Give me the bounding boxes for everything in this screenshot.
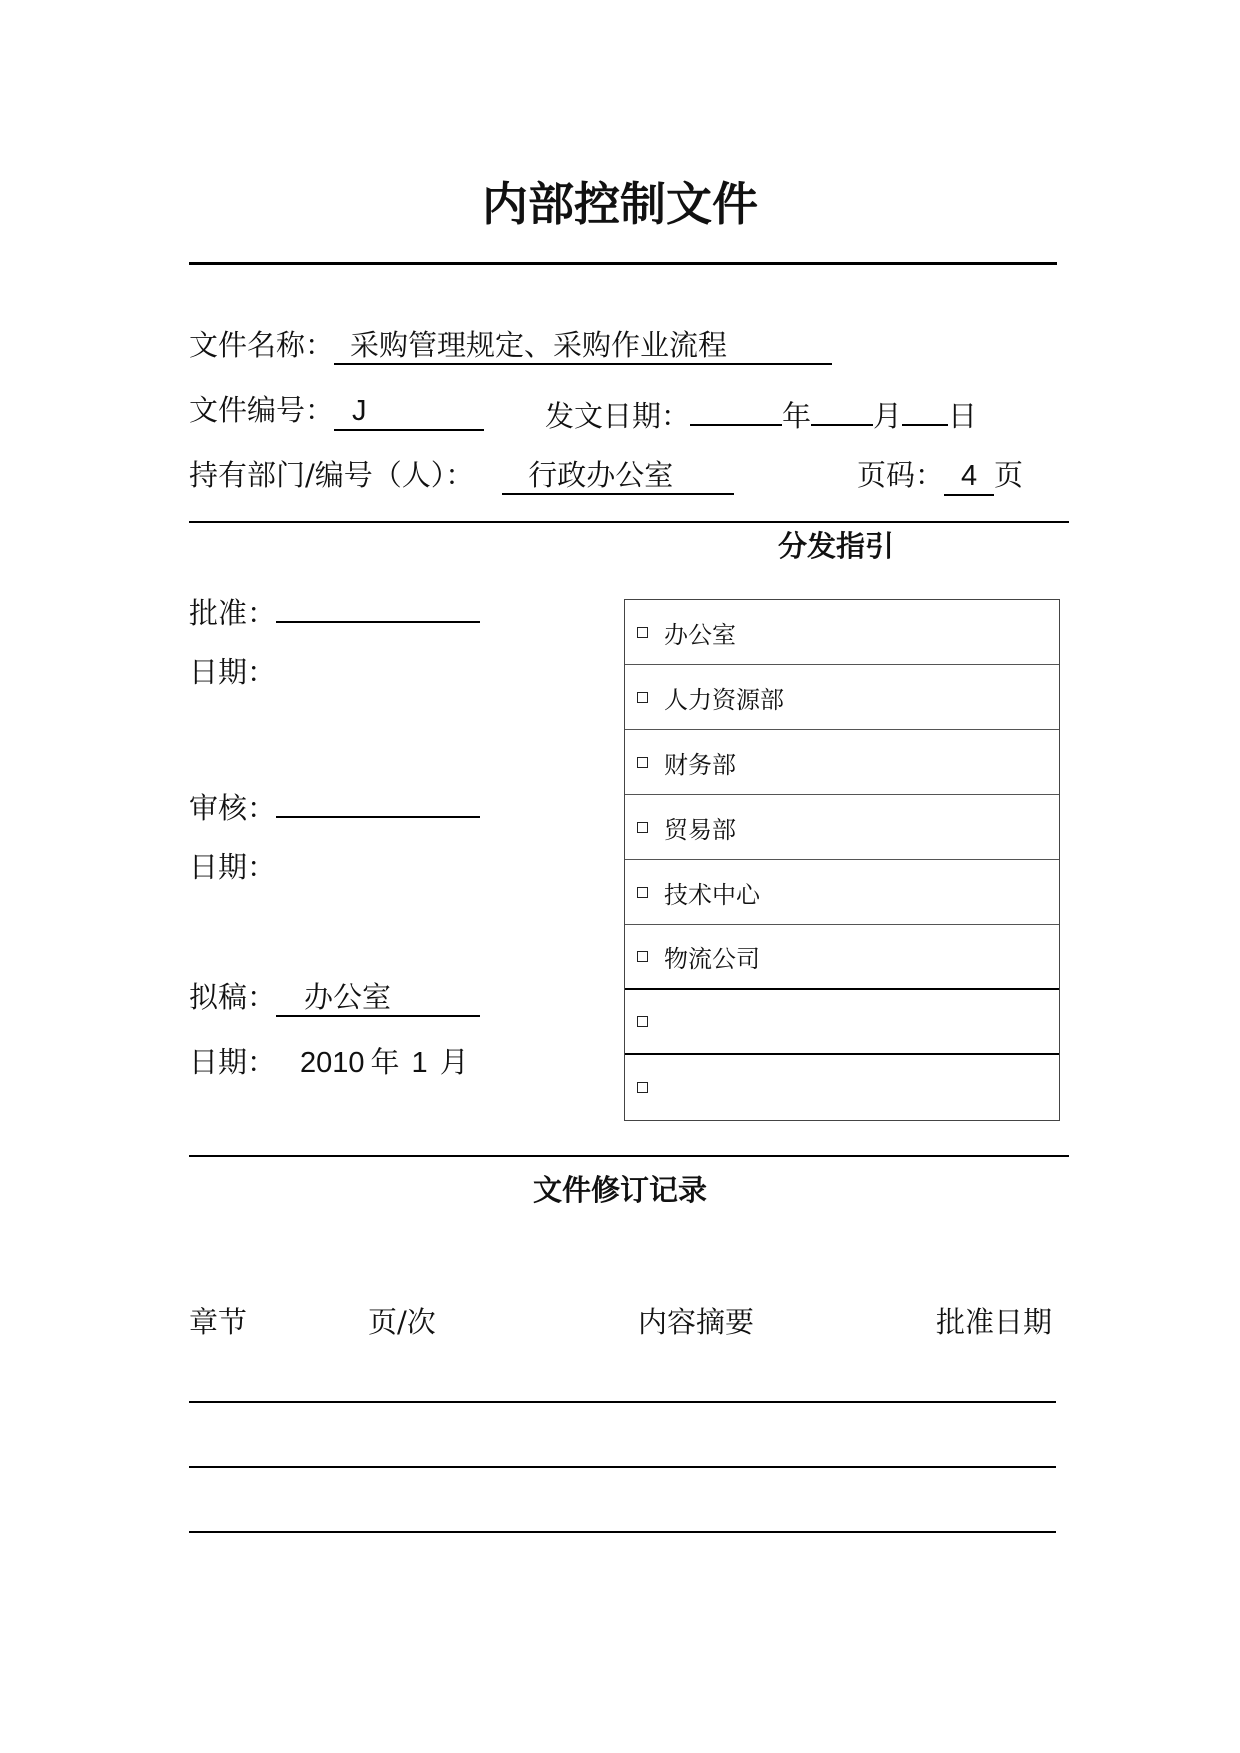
revision-header-summary: 内容摘要 [638,1305,755,1339]
info-divider [189,521,1069,523]
draft-row [189,979,480,1017]
page-value: 4 [944,458,994,496]
checkbox-icon[interactable] [637,627,648,638]
approve-row [189,589,480,631]
distribution-item-label: 物流公司 [664,945,760,973]
distribution-table [624,599,1060,1121]
distribution-item[interactable] [625,860,1059,925]
draft-date-month: 1 [411,1047,428,1079]
doc-number-row [189,392,484,431]
issue-date-label: 发文日期： [545,399,691,433]
draft-date-row [189,1044,469,1081]
distribution-item[interactable] [625,1055,1059,1120]
doc-number-label: 文件编号： [189,393,335,427]
checkbox-icon[interactable] [637,1082,648,1093]
approve-label: 批准： [189,596,277,630]
draft-date-year: 2010 [300,1047,365,1079]
approve-blank[interactable] [276,589,480,623]
revision-header-date: 批准日期 [936,1305,1053,1339]
draft-label: 拟稿： [189,980,277,1014]
approve-date-label: 日期： [189,655,277,689]
checkbox-icon[interactable] [637,757,648,768]
checkbox-icon[interactable] [637,692,648,703]
revision-row-line [189,1401,1056,1403]
issue-month-label: 月 [873,399,903,433]
distribution-item[interactable] [625,600,1059,665]
document-title: 内部控制文件 [482,177,758,231]
draft-date-label: 日期： [189,1045,277,1079]
issue-year-label: 年 [782,399,812,433]
checkbox-icon[interactable] [637,822,648,833]
title-divider [189,262,1057,265]
page-row [857,457,1023,496]
distribution-item[interactable] [625,795,1059,860]
draft-date-year-unit: 年 [370,1045,400,1079]
page-label: 页码： [857,458,945,492]
distribution-title: 分发指引 [778,529,895,563]
distribution-item-label: 财务部 [664,750,736,779]
doc-name-value: 采购管理规定、采购作业流程 [334,327,832,365]
doc-name-row [189,327,832,365]
revision-header-chapter: 章节 [189,1305,248,1339]
review-label: 审核： [189,791,277,825]
page-unit: 页 [994,458,1024,492]
distribution-item[interactable] [625,665,1059,730]
doc-number-value: J [334,393,484,431]
distribution-item-label: 贸易部 [664,815,736,844]
distribution-item[interactable] [625,990,1059,1055]
issue-date-row [545,392,977,434]
issue-month-blank [811,392,873,426]
review-date-label: 日期： [189,850,277,884]
distribution-item-label: 办公室 [664,620,736,649]
distribution-item[interactable] [625,730,1059,795]
distribution-item[interactable] [625,925,1059,990]
issue-year-blank [690,392,782,426]
holder-row [189,457,734,495]
revision-row-line [189,1531,1056,1533]
draft-value: 办公室 [276,979,480,1017]
review-blank[interactable] [276,784,480,818]
review-row [189,784,480,826]
revision-row-line [189,1466,1056,1468]
distribution-item-label: 人力资源部 [664,685,784,714]
holder-value: 行政办公室 [502,457,734,495]
checkbox-icon[interactable] [637,1016,648,1027]
checkbox-icon[interactable] [637,951,648,962]
distribution-item-label: 技术中心 [664,880,760,909]
holder-label: 持有部门/编号（人）： [189,458,475,492]
issue-day-blank [902,392,948,426]
revision-title: 文件修订记录 [532,1173,707,1207]
issue-day-label: 日 [948,399,978,433]
approval-divider [189,1155,1069,1157]
draft-date-month-unit: 月 [439,1045,469,1079]
revision-header-page: 页/次 [368,1305,436,1339]
doc-name-label: 文件名称： [189,328,335,362]
checkbox-icon[interactable] [637,887,648,898]
